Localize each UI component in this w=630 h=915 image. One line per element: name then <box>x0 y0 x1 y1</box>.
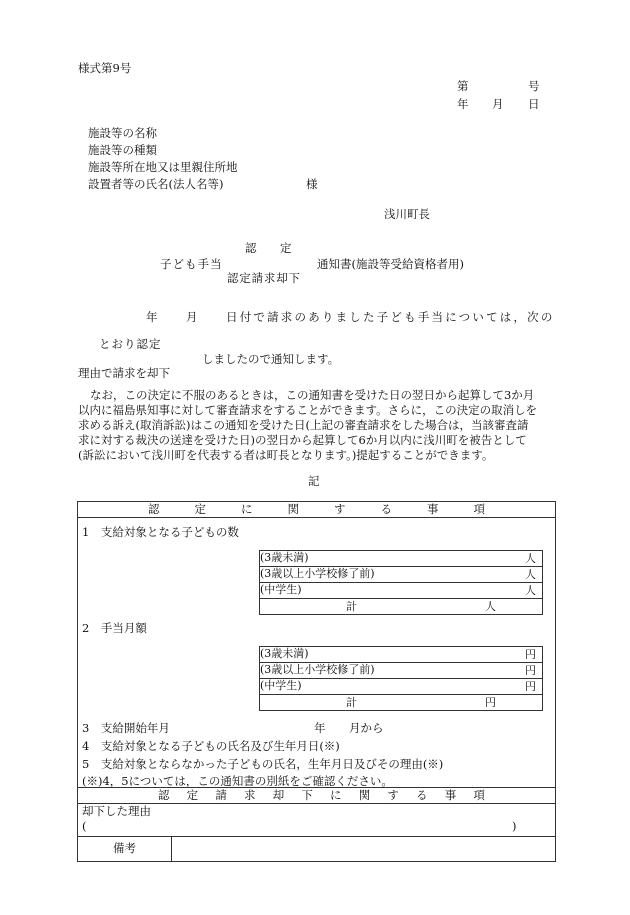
facility-address-label: 施設等所在地又は里親住所地 <box>88 160 238 174</box>
date-month: 月 <box>492 97 504 111</box>
amount-unit: 円 <box>525 648 536 661</box>
facility-type-label: 施設等の種類 <box>88 143 157 157</box>
amount-row-label: (3歳未満) <box>260 647 309 660</box>
reject-reason-close-paren: ) <box>512 819 517 833</box>
section2-header-char: 事 <box>444 788 457 802</box>
item4-label: 4 支給対象となる子どもの氏名及び生年月日(※) <box>82 739 340 753</box>
section2-header-char: に <box>330 788 342 802</box>
body-month: 月 <box>186 310 198 324</box>
section1-header <box>78 502 556 518</box>
count-row-label: (3歳未満) <box>260 551 309 564</box>
section1-header-char: 関 <box>287 502 299 516</box>
body-line1: 日付で請求のありました子ども手当については，次の <box>226 310 555 324</box>
body-option-approve: とおり認定 <box>99 337 162 351</box>
amount-row-label: (3歳以上小学校修了前) <box>260 663 375 676</box>
main-table <box>77 501 556 862</box>
count-total-label: 計 <box>346 600 357 613</box>
doc-number-dai: 第 <box>457 79 469 93</box>
remarks-label-cell <box>78 837 172 862</box>
reject-reason-cell <box>78 804 556 837</box>
doc-number-go: 号 <box>528 79 540 93</box>
section2-header-char: 請 <box>215 788 227 802</box>
date-day: 日 <box>528 97 540 111</box>
amount-row <box>260 679 543 695</box>
count-unit: 人 <box>525 584 536 597</box>
count-unit: 人 <box>525 568 536 581</box>
section2-header-char: 却 <box>272 788 285 802</box>
reject-reason-label: 却下した理由 <box>82 804 151 818</box>
founder-name-label: 設置者等の氏名(法人名等) <box>88 177 224 191</box>
item3-month: 月から <box>349 721 384 735</box>
remarks-label: 備考 <box>113 841 136 856</box>
item1-label: 1 支給対象となる子どもの数 <box>82 525 239 539</box>
title-approve: 認 定 <box>245 241 298 255</box>
body-option-reject: 理由で請求を却下 <box>78 366 170 380</box>
item3-label: 3 支給開始年月 <box>82 721 170 735</box>
honorific: 様 <box>306 177 318 191</box>
sender: 浅川町長 <box>384 207 430 221</box>
count-row <box>260 583 543 599</box>
section2-header-char: 項 <box>473 788 485 802</box>
section2-header-char: 下 <box>301 788 313 802</box>
section1-header-char: 項 <box>473 502 485 516</box>
section2-header-char: る <box>416 788 428 802</box>
monthly-amount-table <box>259 646 543 711</box>
section1-header-char: す <box>334 502 346 516</box>
reject-reason-open-paren: ( <box>82 819 87 833</box>
title-prefix: 子ども手当 <box>160 257 223 271</box>
notice-line: 求に対する裁決の送達を受けた日)の翌日から起算して6か月以内に浅川町を被告として <box>78 433 527 447</box>
item3-year: 年 <box>314 721 326 735</box>
section1-header-char: に <box>241 502 253 516</box>
form-number: 様式第9号 <box>78 61 132 75</box>
amount-unit: 円 <box>525 680 536 693</box>
count-row-label: (3歳以上小学校修了前) <box>260 567 375 580</box>
ki-label: 記 <box>308 474 320 488</box>
count-row <box>260 567 543 583</box>
amount-row-label: (中学生) <box>260 679 302 692</box>
section2-header-char: 関 <box>358 788 371 802</box>
section2-header-char: 定 <box>186 788 199 802</box>
children-count-table <box>259 550 543 615</box>
notice-line: 求める訴え(取消訴訟)はこの通知を受けた日(上記の審査請求をした場合は，当該審査請 <box>78 418 529 432</box>
facility-name-label: 施設等の名称 <box>88 126 157 140</box>
amount-total-row <box>260 695 543 711</box>
title-suffix: 通知書(施設等受給資格者用) <box>317 257 464 271</box>
section2-header-char: 求 <box>244 788 256 802</box>
note: (※)4，5については，この通知書の別紙をご確認ください。 <box>82 774 393 788</box>
section2-header-char: す <box>387 788 399 802</box>
amount-total-unit: 円 <box>485 696 496 709</box>
amount-row <box>260 647 543 663</box>
title-reject: 認定請求却下 <box>227 271 301 285</box>
section1-header-char: 認 <box>148 502 160 516</box>
notice-line: (訴訟において浅川町を代表する者は町長となります。)提起することができます。 <box>78 448 494 462</box>
section1-header-char: 定 <box>194 502 206 516</box>
count-total-unit: 人 <box>485 600 496 613</box>
section2-header <box>78 788 556 804</box>
count-unit: 人 <box>525 552 536 565</box>
count-row <box>260 551 543 567</box>
section1-header-char: 事 <box>427 502 439 516</box>
notice-line: 以内に福島県知事に対して審査請求をすることができます。さらに，この決定の取消しを <box>78 403 538 417</box>
section1-body <box>78 518 556 788</box>
body-line2: しましたので通知します。 <box>202 352 340 366</box>
notice-line: なお，この決定に不服のあるときは，この通知書を受けた日の翌日から起算して3か月 <box>90 388 535 402</box>
amount-row <box>260 663 543 679</box>
amount-unit: 円 <box>525 664 536 677</box>
item5-label: 5 支給対象とならなかった子どもの氏名，生年月日及びその理由(※) <box>82 757 444 771</box>
count-row-label: (中学生) <box>260 583 302 596</box>
item2-label: 2 手当月額 <box>82 621 147 635</box>
count-total-row <box>260 599 543 615</box>
amount-total-label: 計 <box>346 696 357 709</box>
date-year: 年 <box>457 97 469 111</box>
remarks-value-cell <box>172 837 556 862</box>
section2-header-char: 認 <box>158 788 170 802</box>
section1-header-char: る <box>380 502 392 516</box>
body-year: 年 <box>146 310 158 324</box>
